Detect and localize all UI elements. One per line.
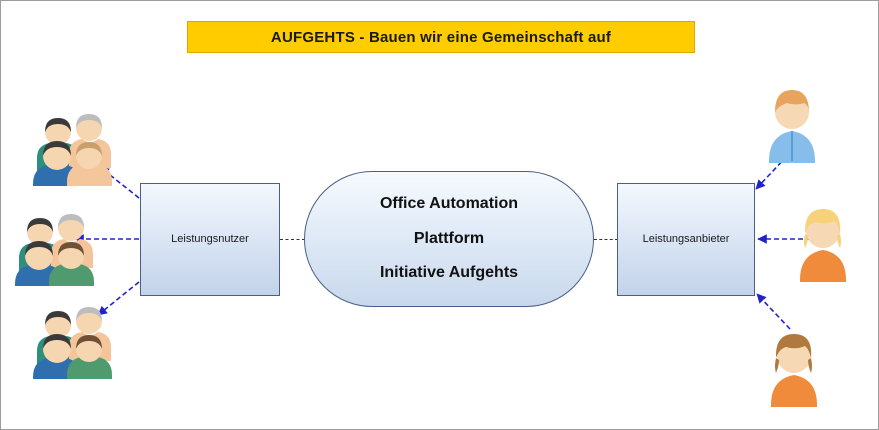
platform-line-1: Office Automation (379, 194, 519, 212)
provider-person-bottom[interactable] (767, 331, 821, 412)
page-title: AUFGEHTS - Bauen wir eine Gemeinschaft auf (270, 28, 612, 46)
person-icon (765, 87, 819, 163)
platform-line-2: Plattform (413, 229, 485, 247)
platform-line-3: Initiative Aufgehts (379, 264, 519, 282)
people-group-icon (27, 299, 117, 379)
node-leistungsanbieter-label: Leistungsanbieter (642, 232, 730, 245)
arrow-provider-bottom-to-box (757, 294, 790, 329)
person-icon (796, 206, 850, 282)
user-group-middle[interactable] (9, 206, 99, 291)
connector-platform-provider (594, 239, 618, 240)
person-icon (767, 331, 821, 407)
user-group-bottom[interactable] (27, 299, 117, 384)
people-group-icon (9, 206, 99, 286)
node-leistungsnutzer-label: Leistungsnutzer (171, 232, 249, 245)
node-platform[interactable] (304, 171, 594, 307)
provider-person-middle[interactable] (796, 206, 850, 287)
people-group-icon (27, 106, 117, 186)
user-group-top[interactable] (27, 106, 117, 191)
connector-consumer-platform (280, 239, 305, 240)
provider-person-top[interactable] (765, 87, 819, 168)
node-leistungsanbieter[interactable] (617, 183, 755, 296)
node-leistungsnutzer[interactable] (140, 183, 280, 296)
title-banner (187, 21, 695, 53)
